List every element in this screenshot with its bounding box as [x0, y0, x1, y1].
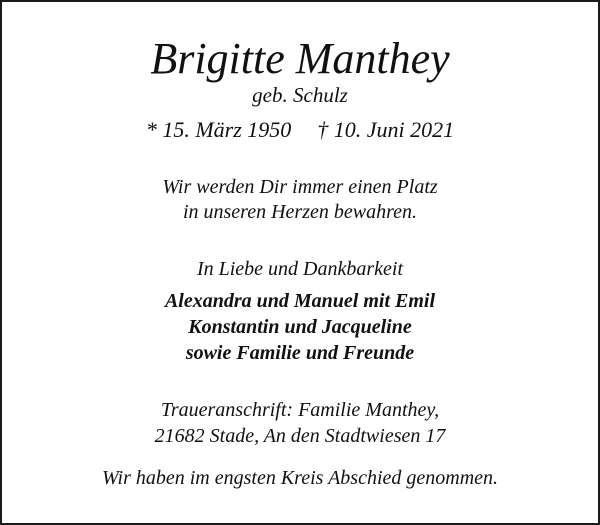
verse-line: in unseren Herzen bewahren.	[182, 201, 418, 223]
mourner-line: Konstantin und Jacqueline	[188, 316, 412, 338]
birth-date: * 15. März 1950	[145, 117, 292, 142]
mourner-line: Alexandra und Manuel mit Emil	[164, 290, 436, 312]
verse-line: Wir werden Dir immer einen Platz	[162, 176, 438, 198]
death-date: † 10. Juni 2021	[317, 117, 455, 142]
farewell-note: Wir haben im engsten Kreis Abschied genommen.	[101, 467, 499, 489]
mourner-line: sowie Familie und Freunde	[185, 342, 415, 364]
mourning-address-line: Traueranschrift: Familie Manthey,	[160, 399, 440, 421]
mourning-address-line: 21682 Stade, An den Stadtwiesen 17	[154, 425, 446, 447]
dedication-line: In Liebe und Dankbarkeit	[196, 258, 404, 280]
life-dates	[0, 116, 600, 144]
deceased-name: Brigitte Manthey	[150, 34, 450, 83]
birth-name: geb. Schulz	[252, 83, 348, 107]
